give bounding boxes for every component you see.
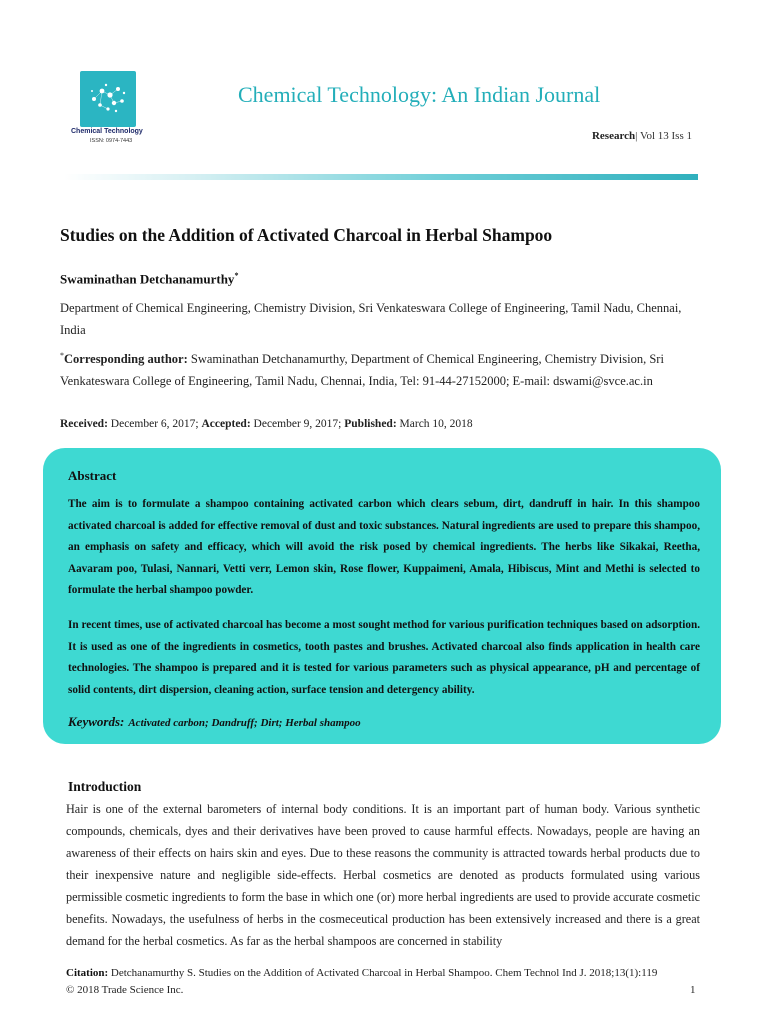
copyright: © 2018 Trade Science Inc. [66,984,184,996]
received-label: Received: [60,418,108,430]
molecule-icon [80,71,136,127]
author-name-text: Swaminathan Detchanamurthy [60,271,235,287]
corresponding-marker: * [60,351,64,360]
corresponding-label: Corresponding author: [64,352,188,367]
volume-issue: Vol 13 Iss 1 [639,130,692,142]
abstract-paragraph-2: In recent times, use of activated charcoal has become a most sought method for various purification techniques based on adsorption. It is used as one of the ingredients in cosmetics, tooth pastes and brushes. Activated charcoal also finds application in health care technologies. The shampoo is prepared and it is tested for various parameters such as physical appearance, pH and percentage of solid contents, dirt dispersion, cleaning action, surface tension and detergency ability. [68,619,700,696]
citation-label: Citation: [66,967,109,979]
introduction-text: Hair is one of the external barometers of internal body conditions. It is an important part of human body. Various synthetic compounds, chemicals, dyes and their derivatives have been proved to cause harmful effects. Nowadays, people are having an awareness of their effects on hairs skin and eyes. Due to these reasons the community is attracted towards herbal products due to their inexpensive nature and negligible side-effects. Herbal cosmetics are denoted as products formulated using various permissible cosmetic ingredients to form the base in which one (or) more herbal ingredients are used to provide accurate cosmetic benefits. Nowadays, the usefulness of herbs in the cosmeceutical production has been extensively increased and there is a great demand for the herbal cosmetics. As far as the herbal shampoos are concerned in stability [66,802,700,948]
accepted-label: Accepted: [201,418,251,430]
citation [66,967,657,979]
citation-text: Detchanamurthy S. Studies on the Addition of Activated Charcoal in Herbal Shampoo. Chem Technol Ind J. 2018;13(1):119 [110,967,658,979]
journal-title: Chemical Technology: An Indian Journal [238,82,601,107]
page-number: 1 [690,984,696,996]
article-type: Research [591,130,636,142]
keywords-label: Keywords: [68,714,125,729]
abstract-paragraph-1: The aim is to formulate a shampoo containing activated carbon which clears sebum, dirt, dandruff in hair. In this shampoo activated charcoal is added for effective removal of dust and toxic substances. Natural ingredients are used to prepare this shampoo, an emphasis on safety and efficacy, which will avoid the risk posed by chemical ingredients. The herbs like Sikakai, Reetha, Aavaram poo, Tulasi, Nannari, Vetti verr, Lemon skin, Rose flower, Kuppaimeni, Amala, Hibiscus, Mint and Methi is selected to formulate the herbal shampoo powder. [68,498,700,596]
received-date: December 6, 2017; [110,418,199,430]
author-marker: * [234,271,239,280]
abstract-box [43,448,721,744]
accepted-date: December 9, 2017; [253,418,342,430]
header-divider [64,174,698,180]
keywords [68,713,361,731]
author-name [60,271,238,287]
logo-issn: ISSN: 0974-7443 [90,138,133,144]
journal-logo [80,71,136,127]
article-dates [60,418,473,430]
article-title: Studies on the Addition of Activated Charcoal in Herbal Shampoo [60,225,553,245]
introduction-heading: Introduction [68,779,142,794]
published-date: March 10, 2018 [399,418,473,430]
abstract-heading: Abstract [68,468,117,483]
author-affiliation: Department of Chemical Engineering, Chemistry Division, Sri Venkateswara College of Engineering, Tamil Nadu, Chennai, India [60,301,682,337]
corresponding-author [60,345,700,392]
published-label: Published: [344,418,397,430]
keywords-text: Activated carbon; Dandruff; Dirt; Herbal shampoo [128,717,361,729]
article-type-line: Research| Vol 13 Iss 1 [591,130,692,142]
logo-journal-name: Chemical Technology [71,128,143,135]
corresponding-text: Swaminathan Detchanamurthy, Department of Chemical Engineering, Chemistry Division, Sri Venkateswara College of Engineering, Tamil Nadu, Chennai, India, Tel: 91-44-27152000; E-mail: dswami@svce.ac.in [60,352,664,389]
